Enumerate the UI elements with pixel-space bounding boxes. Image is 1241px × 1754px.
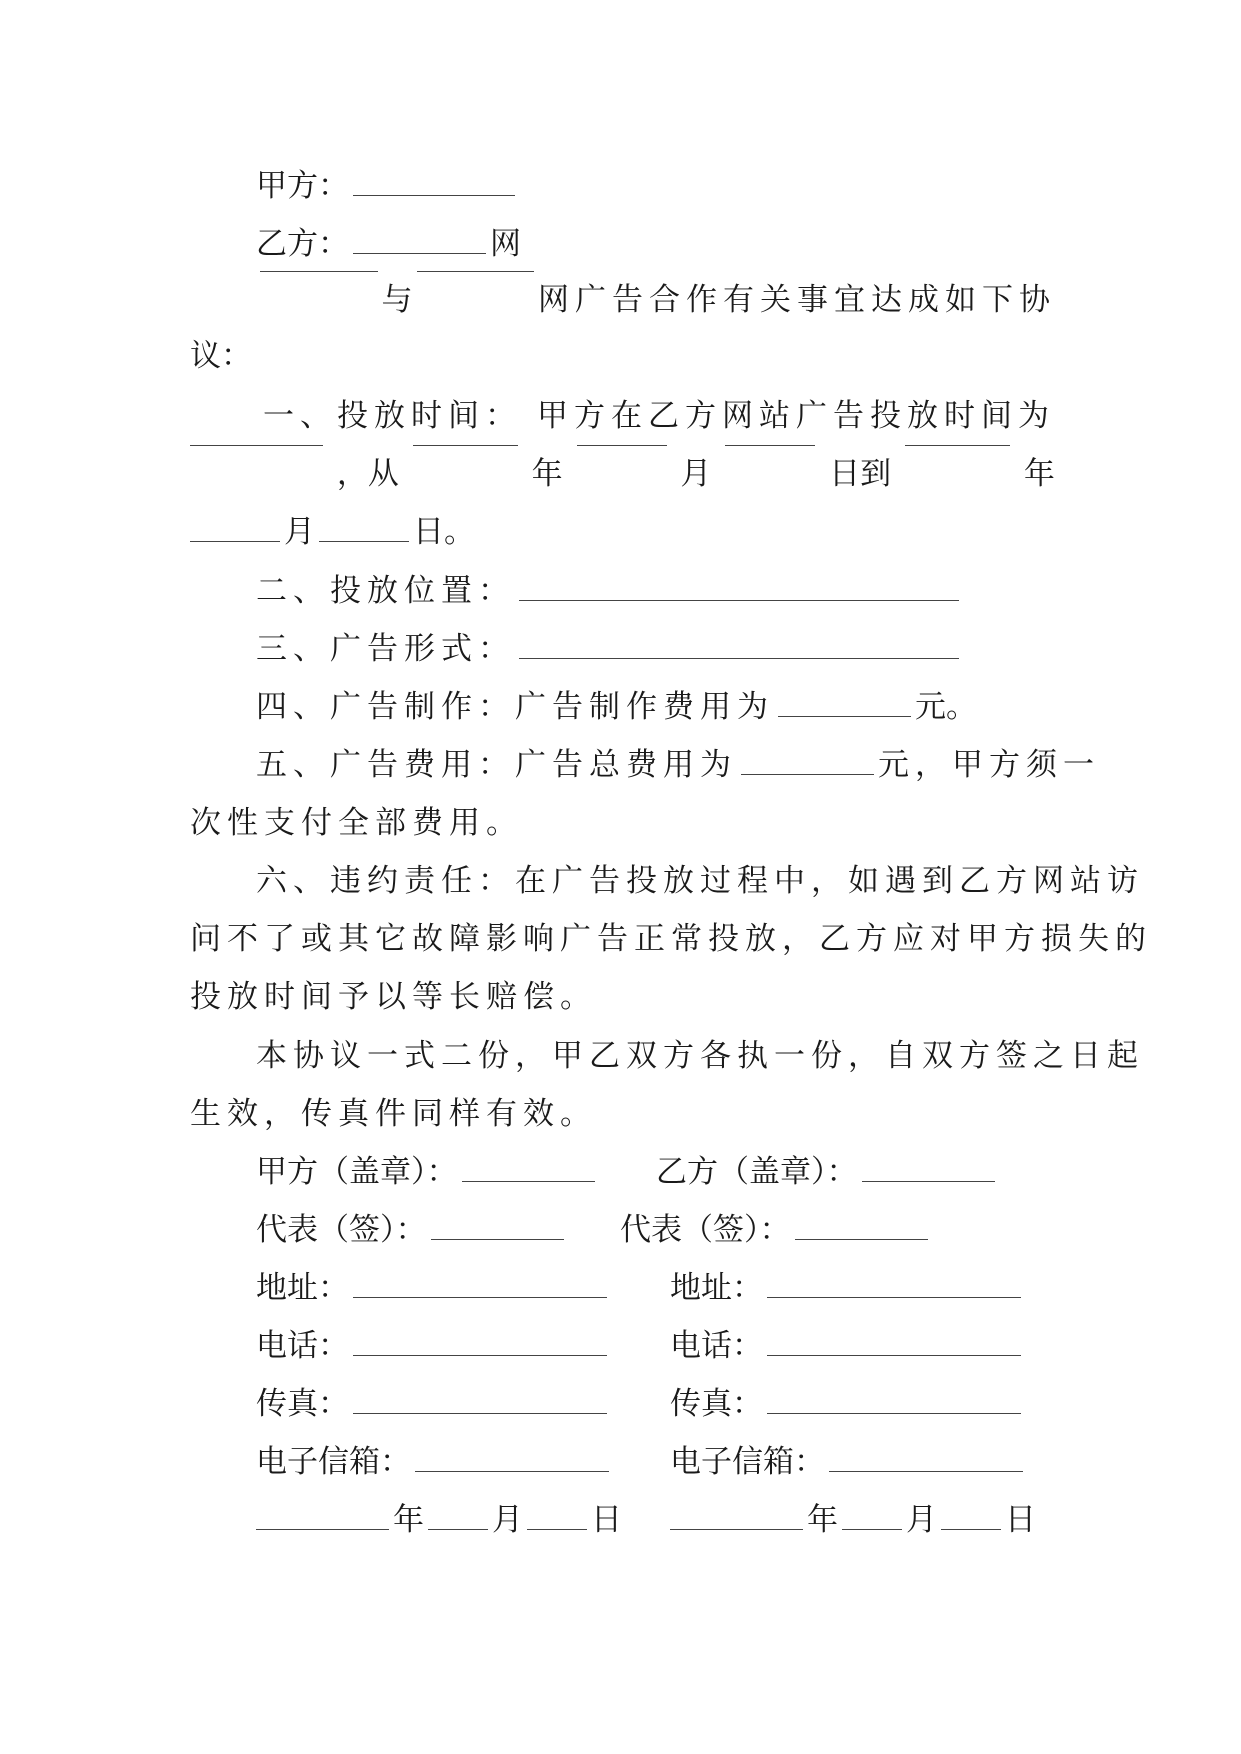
clause1-line-2 — [190, 445, 1055, 503]
party-a-email-label: 电子信箱： — [256, 1444, 411, 1480]
party-a-phone-blank[interactable] — [353, 1355, 607, 1356]
party-b-phone-blank[interactable] — [767, 1355, 1021, 1356]
party-b-seal-label: 乙方（盖章）： — [656, 1154, 858, 1190]
email-line — [256, 1433, 1056, 1491]
clause1-line-3 — [190, 503, 1055, 561]
intro-conj: 与 — [381, 282, 413, 318]
party-a-day-blank[interactable] — [527, 1529, 587, 1530]
intro-line-2 — [190, 327, 1055, 385]
clause5-line-2 — [190, 794, 1055, 852]
party-b-rep-blank[interactable] — [795, 1239, 928, 1240]
intro-line — [256, 271, 1056, 329]
party-b-phone-label: 电话： — [670, 1328, 763, 1364]
party-a-year-label: 年 — [393, 1502, 424, 1538]
production-fee-blank[interactable] — [778, 716, 911, 717]
clause5-line-1 — [256, 736, 1100, 794]
clause1-year-2: 年 — [1023, 456, 1055, 492]
party-a-email-blank[interactable] — [415, 1471, 609, 1472]
clause6-text-1: 六、违约责任：在广告投放过程中，如遇到乙方网站访 — [256, 863, 1144, 899]
party-b-line — [256, 215, 1056, 273]
party-b-day-blank[interactable] — [941, 1529, 1001, 1530]
party-a-blank[interactable] — [353, 195, 515, 196]
intro-blank-a[interactable] — [260, 271, 378, 272]
clause6-text-2: 问不了或其它故障影响广告正常投放，乙方应对甲方损失的 — [190, 921, 1152, 957]
clause5-unit: 元，甲方须一 — [878, 747, 1100, 783]
closing-line-1 — [256, 1027, 1144, 1085]
party-b-year-blank[interactable] — [670, 1529, 803, 1530]
clause2-label: 二、投放位置： — [256, 573, 515, 609]
date-line — [256, 1491, 1056, 1549]
party-b-fax-blank[interactable] — [767, 1413, 1021, 1414]
party-b-blank[interactable] — [353, 253, 486, 254]
clause4-text: 四、广告制作：广告制作费用为 — [256, 689, 774, 725]
clause1-line-1 — [263, 387, 1055, 445]
form-blank[interactable] — [519, 658, 959, 659]
party-b-address-label: 地址： — [670, 1270, 763, 1306]
party-a-address-label: 地址： — [256, 1270, 349, 1306]
clause6-line-1 — [256, 852, 1144, 910]
end-day-blank[interactable] — [319, 541, 409, 542]
total-fee-blank[interactable] — [741, 774, 874, 775]
closing-line-2 — [190, 1085, 1055, 1143]
clause1-from: ，从 — [336, 456, 399, 492]
address-line — [256, 1259, 1056, 1317]
intro-text: 网广告合作有关事宜达成如下协 — [538, 282, 1056, 318]
party-a-address-blank[interactable] — [353, 1297, 607, 1298]
end-month-blank[interactable] — [190, 541, 280, 542]
clause1-day-to: 日到 — [829, 456, 892, 492]
party-a-month-blank[interactable] — [428, 1529, 488, 1530]
party-b-month-label: 月 — [906, 1502, 937, 1538]
clause1-month-2: 月 — [284, 514, 315, 550]
party-b-suffix: 网 — [490, 226, 521, 262]
party-a-month-label: 月 — [492, 1502, 523, 1538]
clause1-text: 甲方在乙方网站广告投放时间为 — [537, 398, 1055, 434]
party-a-seal-blank[interactable] — [462, 1181, 595, 1182]
seal-line — [256, 1143, 1056, 1201]
clause4-unit: 元。 — [915, 689, 977, 725]
duration-blank[interactable] — [190, 445, 323, 446]
party-b-year-label: 年 — [807, 1502, 838, 1538]
clause5-text-2: 次性支付全部费用。 — [190, 805, 523, 841]
closing-text-1: 本协议一式二份，甲乙双方各执一份，自双方签之日起 — [256, 1038, 1144, 1074]
party-a-fax-blank[interactable] — [353, 1413, 607, 1414]
clause1-day-end: 日。 — [413, 514, 475, 550]
clause6-line-2 — [190, 910, 1152, 968]
party-b-seal-blank[interactable] — [862, 1181, 995, 1182]
party-b-label: 乙方： — [256, 226, 349, 262]
party-a-phone-label: 电话： — [256, 1328, 349, 1364]
phone-line — [256, 1317, 1056, 1375]
party-a-fax-label: 传真： — [256, 1386, 349, 1422]
clause4-line — [256, 678, 1056, 736]
party-a-day-label: 日 — [591, 1502, 622, 1538]
clause2-line — [256, 562, 1056, 620]
clause6-line-3 — [190, 968, 1055, 1026]
intro-text-2: 议： — [190, 338, 252, 374]
rep-line — [256, 1201, 1056, 1259]
start-month-blank[interactable] — [577, 445, 667, 446]
start-day-blank[interactable] — [725, 445, 815, 446]
party-b-month-blank[interactable] — [842, 1529, 902, 1530]
clause5-text: 五、广告费用：广告总费用为 — [256, 747, 737, 783]
party-a-year-blank[interactable] — [256, 1529, 389, 1530]
party-a-seal-label: 甲方（盖章）： — [256, 1154, 458, 1190]
party-a-label: 甲方： — [256, 168, 349, 204]
party-b-email-blank[interactable] — [829, 1471, 1023, 1472]
party-b-fax-label: 传真： — [670, 1386, 763, 1422]
party-a-line — [256, 157, 1056, 215]
position-blank[interactable] — [519, 600, 959, 601]
party-b-day-label: 日 — [1005, 1502, 1036, 1538]
party-b-address-blank[interactable] — [767, 1297, 1021, 1298]
clause1-title: 一、投放时间： — [263, 398, 522, 434]
end-year-blank[interactable] — [905, 445, 1010, 446]
party-a-rep-blank[interactable] — [431, 1239, 564, 1240]
closing-text-2: 生效，传真件同样有效。 — [190, 1096, 597, 1132]
party-a-rep-label: 代表（签）： — [256, 1212, 427, 1248]
clause1-year-1: 年 — [531, 456, 563, 492]
party-b-email-label: 电子信箱： — [670, 1444, 825, 1480]
start-year-blank[interactable] — [413, 445, 518, 446]
clause1-month-1: 月 — [680, 456, 712, 492]
intro-blank-b[interactable] — [417, 271, 535, 272]
clause6-text-3: 投放时间予以等长赔偿。 — [190, 979, 597, 1015]
party-b-rep-label: 代表（签）： — [620, 1212, 791, 1248]
fax-line — [256, 1375, 1056, 1433]
clause3-label: 三、广告形式： — [256, 631, 515, 667]
clause3-line — [256, 620, 1056, 678]
